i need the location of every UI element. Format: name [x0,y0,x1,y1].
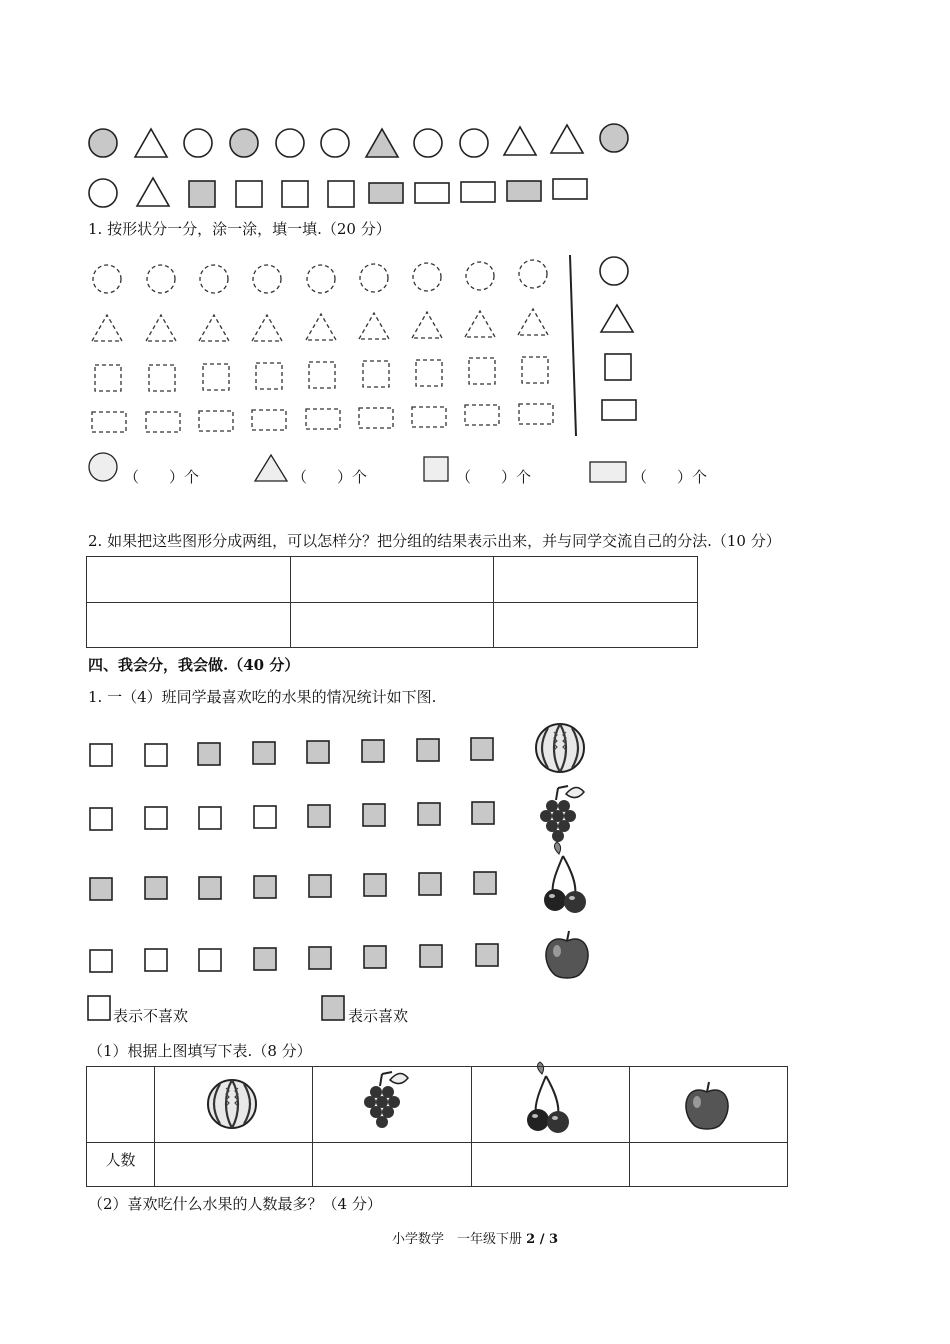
count-cell-watermelon[interactable] [155,1143,313,1187]
footer-text: 小学数学 一年级下册 [391,1232,522,1247]
answer-blank-triangle[interactable]: （ ）个 [292,468,368,486]
sub-question-1: （1）根据上图填写下表.（8 分） [88,1042,312,1060]
table-row-label: 人数 [87,1143,155,1187]
fruit-count-table [86,1066,788,1187]
answer-blank-rectangle[interactable]: （ ）个 [632,468,708,486]
shape-circle-gray [89,129,117,157]
q2-cell[interactable] [87,603,291,648]
watermelon-icon [536,724,584,772]
q2-cell[interactable] [494,557,698,603]
apple-icon [546,931,588,978]
legend-like-label: 表示喜欢 [348,1007,409,1025]
section4-q1-title: 1. 一（4）班同学最喜欢吃的水果的情况统计如下图. [88,688,437,706]
q2-title: 2. 如果把这些图形分成两组，可以怎样分？把分组的结果表示出来，并与同学交流自己的分法.（10 分） [88,532,781,550]
section4-heading: 四、我会分，我会做.（40 分） [88,656,300,674]
sub-question-2: （2）喜欢吃什么水果的人数最多？（4 分） [88,1195,382,1213]
table-header-apple [629,1067,787,1143]
legend-dislike-label: 表示不喜欢 [113,1007,189,1025]
answer-blank-square[interactable]: （ ）个 [456,468,532,486]
answer-blank-circle[interactable]: （ ）个 [124,468,200,486]
q2-grouping-table [86,556,698,648]
table-header-grapes [313,1067,471,1143]
page-footer [0,1228,950,1247]
q2-cell[interactable] [494,603,698,648]
q2-cell[interactable] [87,557,291,603]
cherries-icon [544,842,586,913]
q1-title: 1. 按形状分一分，涂一涂，填一填.（20 分） [88,220,391,238]
q2-cell[interactable] [290,557,494,603]
q2-cell[interactable] [290,603,494,648]
table-corner-cell [87,1067,155,1143]
grapes-icon [540,786,584,842]
table-header-cherries [471,1067,629,1143]
count-cell-grapes[interactable] [313,1143,471,1187]
table-header-watermelon [155,1067,313,1143]
count-cell-cherries[interactable] [471,1143,629,1187]
count-cell-apple[interactable] [629,1143,787,1187]
page-number: 2 / 3 [526,1232,559,1247]
